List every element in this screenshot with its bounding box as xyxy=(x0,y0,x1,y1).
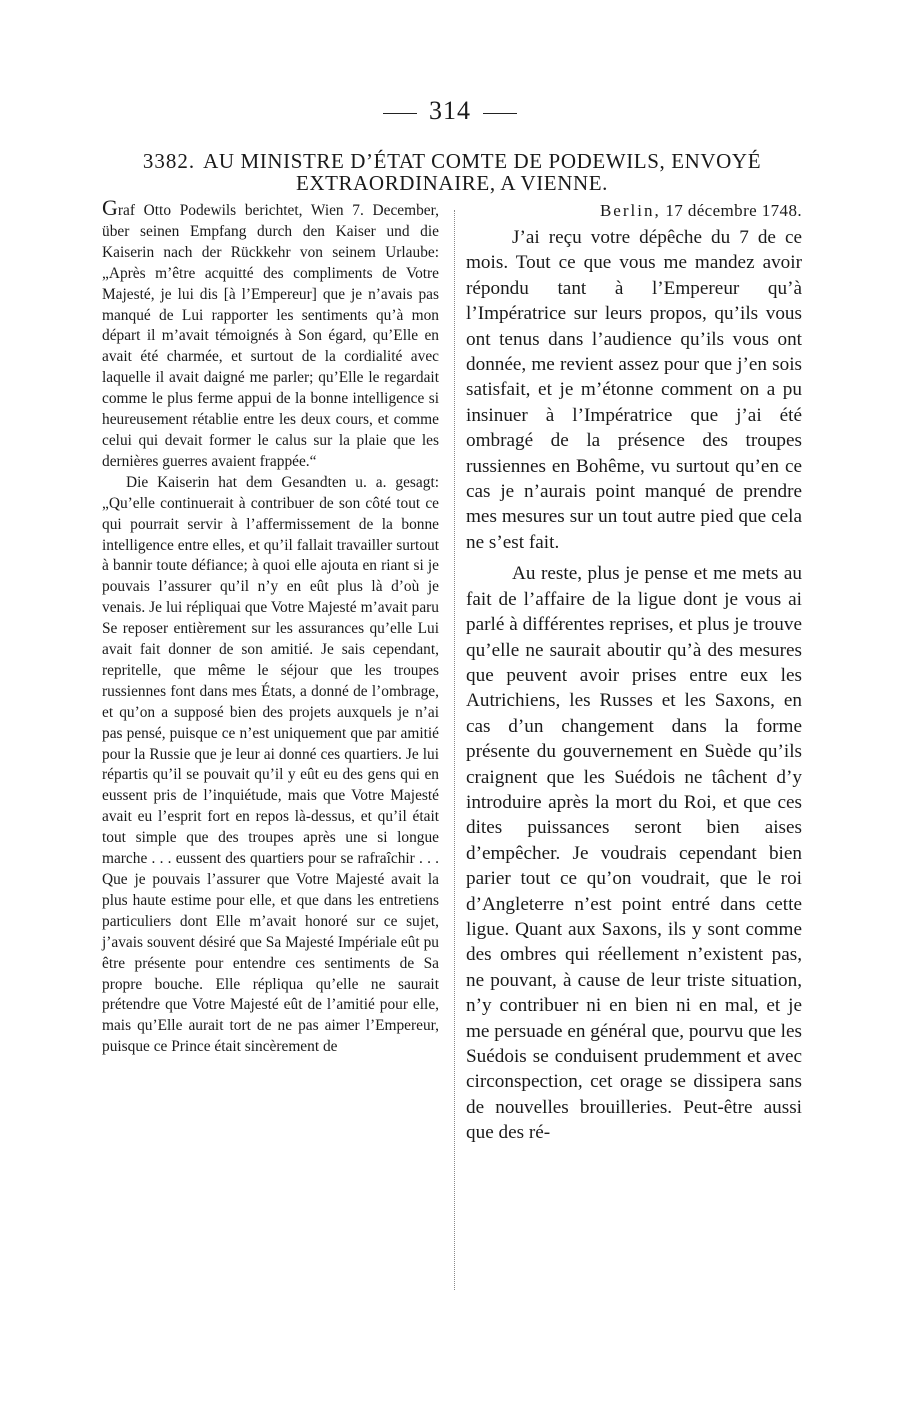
drop-initial: G xyxy=(102,195,118,220)
page-number-text: 314 xyxy=(429,96,471,125)
column-divider xyxy=(454,210,455,1290)
page-number-rule-left xyxy=(383,113,417,114)
page-number xyxy=(0,96,900,126)
dateline-date: 17 décembre 1748. xyxy=(665,201,802,220)
dateline xyxy=(466,199,802,223)
letter-heading xyxy=(102,150,802,194)
letter-paragraph-1: J’ai reçu votre dépêche du 7 de ce mois. Tout ce que vous me mandez avoir répondu tant à l’Empereur qu’à l’Impératrice sur leurs propos, qu’ils vous ont tenus dans l’audience qu’ils vous ont donnée, me revient assez pour que j’en sois satisfait, et je m’étonne comment on a pu insinuer à l’Impératrice que j’ai été ombragé de la présence des troupes russiennes en Bohême, vu surtout qu’en ce cas je n’aurais point manqué de prendre mes mesures sur un tout autre pied que cela ne s’est fait. xyxy=(466,227,802,553)
summary-paragraph-2: Die Kaiserin hat dem Gesandten u. a. gesagt: „Qu’elle continuerait à contribuer de son côté tout ce qui pourrait servir à l’affermissement de la bonne intelligence entre elles, et qu’il fallait travailler surtout à bannir toute défiance; à quoi elle ajouta en riant si je pouvais l’assurer qu’il n’y en eût plus là d’où je venais. Je lui répliquai que Votre Majesté m’avait paru Se reposer entièrement sur les assurances qu’elle Lui avait fait donner de son amitié. Je sais cependant, repritelle, que même le séjour que les troupes russiennes font dans mes États, a donné de l’ombrage, et qu’on a supposé bien des projets auxquels je n’ai pas pensé, puisque ce n’est uniquement que par amitié pour la Russie que je leur ai donné ces quartiers. Je lui répartis qu’il se pouvait qu’il y eût eu des gens qui en eussent pris de l’inquiétude, mais que Votre Majesté avait eu l’esprit fort en repos là-dessus, et qu’il était tout simple que des troupes après une si longue marche . . . eussent des quartiers pour se rafraîchir . . . Que je pouvais l’assurer que Votre Majesté avait la plus haute estime pour elle, et que dans les entretiens particuliers dont Elle m’avait honoré sur ce sujet, j’avais souvent désiré que Sa Majesté Impériale eût pu être présente pour entendre ces sentiments de Sa propre bouche. Elle répliqua qu’elle ne saurait prétendre que Votre Majesté eût de l’amitié pour elle, mais qu’Elle aurait tort de ne pas aimer l’Empereur, puisque ce Prince était sincèrement de xyxy=(102,473,439,1056)
dateline-place: Berlin, xyxy=(599,201,661,220)
summary-paragraph xyxy=(102,195,439,473)
summary-column xyxy=(102,195,439,1058)
summary-paragraph-text: raf Otto Podewils berichtet, Wien 7. December, über seinen Empfang durch den Kaiser und die Kaiserin nach der Rückkehr von seinem Urlaube: „Après m’être acquitté des compliments de Votre Majesté, je lui dis [à l’Empereur] que je n’avais pas manqué de Lui rapporter les sentiments qu’à mon départ il m’avait témoignés à Son égard, qu’Elle en avait été charmée, et surtout de la cordialité avec laquelle il avait daigné me parler; qu’Elle le regardait comme le plus ferme appui de la bonne intelligence si heureusement rétablie entre les deux cours, et comme celui qui devait former le calus sur la plaie que les dernières guerres avaient frappée.“ xyxy=(102,202,439,470)
letter-column xyxy=(466,199,802,1146)
page-number-rule-right xyxy=(483,113,517,114)
letter-title: AU MINISTRE D’ÉTAT COMTE DE PODEWILS, ENVOYÉ EXTRAORDINAIRE, A VIENNE. xyxy=(203,149,762,195)
letter-paragraph-2: Au reste, plus je pense et me mets au fait de l’affaire de la ligue dont je vous ai parlé à différentes reprises, et plus je trouve qu’elle ne saurait aboutir qu’à des mesures que peuvent avoir prises entre eux les Autrichiens, les Russes et les Saxons, en cas d’un changement dans la forme présente du gouvernement en Suède qu’ils craignent que les Suédois ne tâchent d’y introduire après la mort du Roi, et que ces dites puissances seront bien aises d’empêcher. Je voudrais cependant bien parier tout ce qu’on voudrait, que le roi d’Angleterre n’est point entré dans cette ligue. Quant aux Saxons, ils y sont comme des ombres qui réellement n’existent pas, ne pouvant, à cause de leur triste situation, n’y contribuer ni en bien ni en mal, et je me persuade en général que, pourvu que les Suédois se conduisent prudemment et avec circonspection, cet orage se dissipera sans de nouvelles brouilleries. Peut-être aussi que des ré- xyxy=(466,563,802,1144)
letter-number: 3382. xyxy=(142,149,196,173)
